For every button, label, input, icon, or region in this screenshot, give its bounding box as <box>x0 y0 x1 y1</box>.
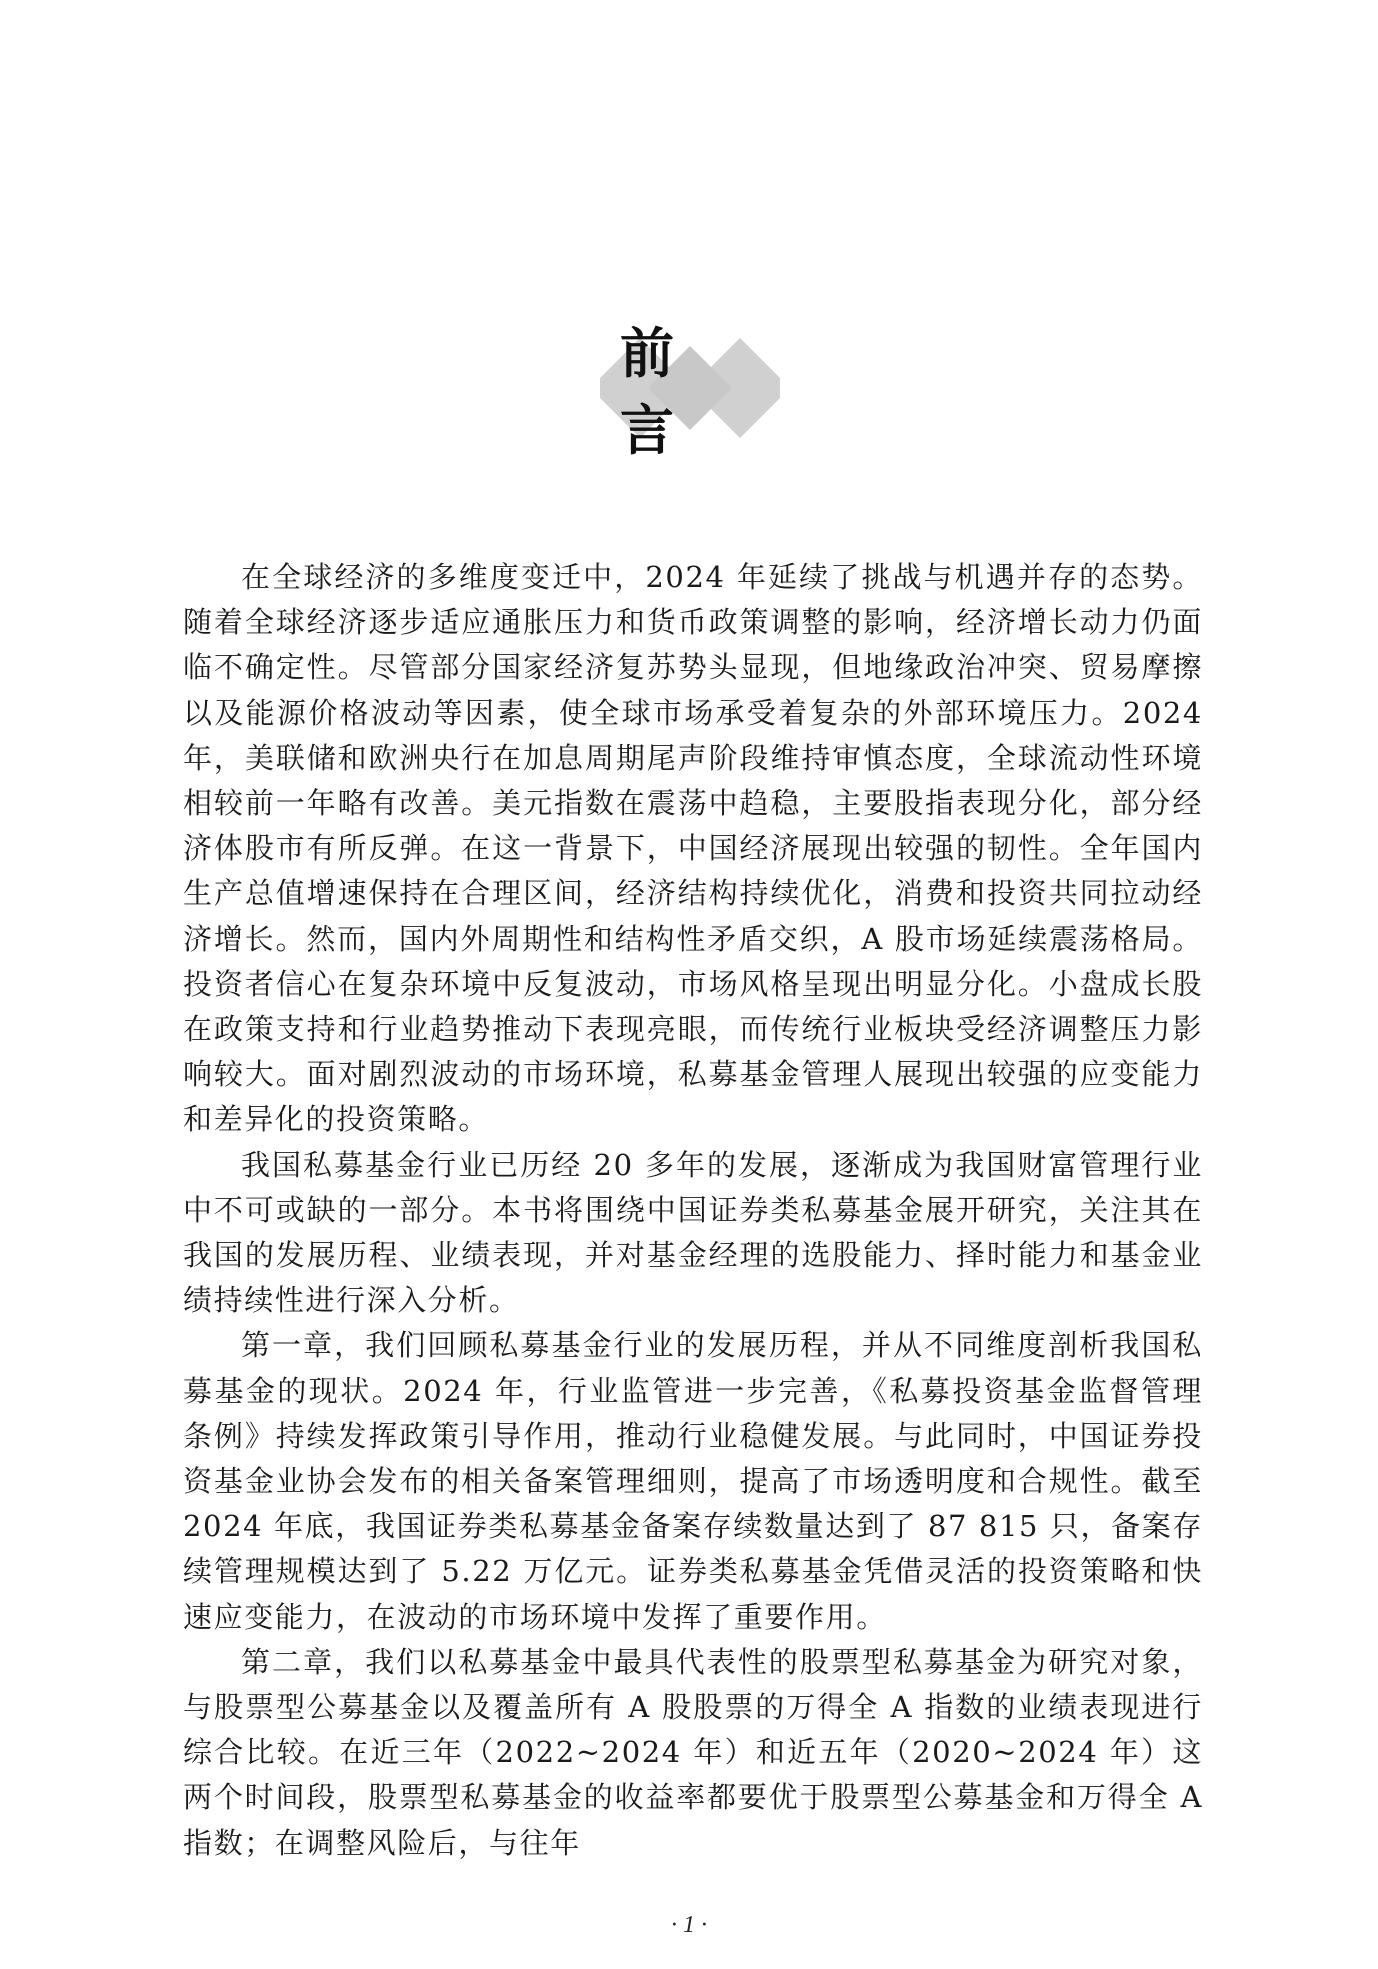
paragraph-2: 我国私募基金行业已历经 20 多年的发展，逐渐成为我国财富管理行业中不可或缺的一部分。本书将围绕中国证券类私募基金展开研究，关注其在我国的发展历程、业绩表现，并对基金经理的选股能力、择时能力和基金业绩持续性进行深入分析。 <box>183 1147 1203 1318</box>
page-number: · 1 · <box>671 1912 707 1938</box>
title-ornament <box>600 321 780 462</box>
paragraph-3: 第一章，我们回顾私募基金行业的发展历程，并从不同维度剖析我国私募基金的现状。2024 年，行业监管进一步完善，《私募投资基金监督管理条例》持续发挥政策引导作用，推动行业稳健发展。与此同时，中国证券投资基金业协会发布的相关备案管理细则，提高了市场透明度和合规性。截至 2024 年底，我国证券类私募基金备案存续数量达到了 87 815 只，备案存续管理规模达到了 5.22 万亿元。证券类私募基金凭借灵活的投资策略和快速应变能力，在波动的市场环境中发挥了重要作用。 <box>183 1328 1203 1634</box>
paragraph-4: 第二章，我们以私募基金中最具代表性的股票型私募基金为研究对象，与股票型公募基金以及覆盖所有 A 股股票的万得全 A 指数的业绩表现进行综合比较。在近三年（2022~2024 年）和近五年（2020~2024 年）这两个时间段，股票型私募基金的收益率都要优于股票型公募基金和万得全 A 指数；在调整风险后，与往年 <box>183 1644 1203 1860</box>
page-title: 前 言 <box>620 321 694 462</box>
paragraph-1: 在全球经济的多维度变迁中，2024 年延续了挑战与机遇并存的态势。随着全球经济逐步适应通胀压力和货币政策调整的影响，经济增长动力仍面临不确定性。尽管部分国家经济复苏势头显现，但地缘政治冲突、贸易摩擦以及能源价格波动等因素，使全球市场承受着复杂的外部环境压力。2024 年，美联储和欧洲央行在加息周期尾声阶段维持审慎态度，全球流动性环境相较前一年略有改善。美元指数在震荡中趋稳，主要股指表现分化，部分经济体股市有所反弹。在这一背景下，中国经济展现出较强的韧性。全年国内生产总值增速保持在合理区间，经济结构持续优化，消费和投资共同拉动经济增长。然而，国内外周期性和结构性矛盾交织，A 股市场延续震荡格局。投资者信心在复杂环境中反复波动，市场风格呈现出明显分化。小盘成长股在政策支持和行业趋势推动下表现亮眼，而传统行业板块受经济调整压力影响较大。面对剧烈波动的市场环境，私募基金管理人展现出较强的应变能力和差异化的投资策略。 <box>183 560 1203 1137</box>
body-text <box>183 555 1203 1866</box>
